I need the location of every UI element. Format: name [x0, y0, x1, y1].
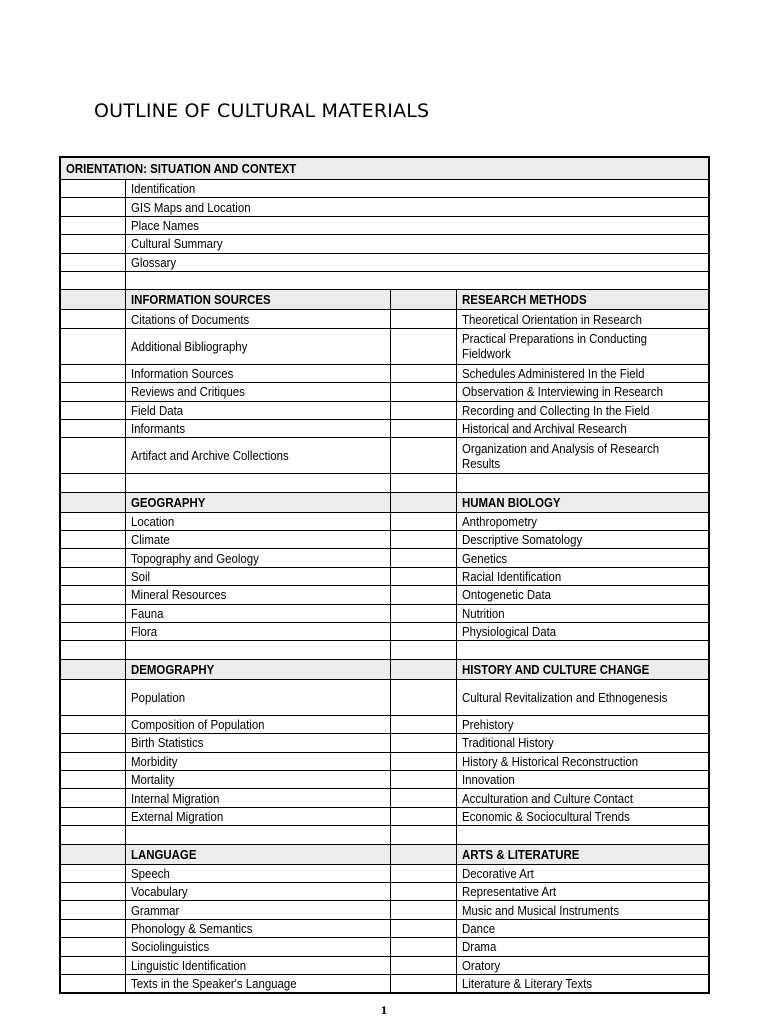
- blank-cell: [456, 826, 708, 843]
- left-item-text: Population: [131, 689, 186, 705]
- right-item-text: Schedules Administered In the Field: [462, 365, 645, 381]
- right-item-text: Ontogenetic Data: [462, 587, 552, 603]
- right-item: [456, 420, 708, 437]
- left-item: [125, 402, 390, 419]
- right-item-text: Dance: [462, 920, 496, 936]
- orientation-item: [125, 254, 708, 271]
- left-item-text: Field Data: [131, 402, 184, 418]
- indent-cell: [390, 975, 456, 992]
- left-item-text: Climate: [131, 532, 170, 548]
- indent-cell: [61, 716, 125, 733]
- right-item: [456, 716, 708, 733]
- section-left-heading: [125, 493, 390, 512]
- left-item-text: Grammar: [131, 902, 180, 918]
- left-item: [125, 753, 390, 770]
- indent-cell: [61, 235, 125, 252]
- right-item-text: Economic & Sociocultural Trends: [462, 808, 630, 824]
- page-title: OUTLINE OF CULTURAL MATERIALS: [94, 100, 430, 122]
- indent-cell: [390, 808, 456, 825]
- blank-cell: [125, 272, 708, 289]
- right-item-text: Observation & Interviewing in Research: [462, 384, 663, 400]
- left-item-text: Sociolinguistics: [131, 939, 210, 955]
- section-right-heading: [456, 660, 708, 679]
- table-row: [61, 733, 708, 751]
- indent-cell: [390, 957, 456, 974]
- right-item: [456, 734, 708, 751]
- indent-cell: [61, 474, 125, 491]
- left-item: [125, 975, 390, 992]
- right-item: [456, 383, 708, 400]
- left-item-text: External Migration: [131, 808, 224, 824]
- left-item-text: Artifact and Archive Collections: [131, 448, 289, 464]
- table-row: [61, 234, 708, 252]
- table-row: [61, 919, 708, 937]
- blank-cell: [125, 641, 390, 658]
- table-row: [61, 752, 708, 770]
- right-item-text: Decorative Art: [462, 865, 534, 881]
- indent-cell: [61, 568, 125, 585]
- left-item-text: Mortality: [131, 772, 175, 788]
- orientation-heading-text: ORIENTATION: SITUATION AND CONTEXT: [66, 161, 297, 176]
- table-row: [61, 974, 708, 992]
- left-item-text: Additional Bibliography: [131, 338, 248, 354]
- indent-cell: [61, 789, 125, 806]
- left-item: [125, 329, 390, 364]
- right-item: [456, 568, 708, 585]
- right-item-text: Historical and Archival Research: [462, 421, 627, 437]
- indent-cell: [390, 493, 456, 512]
- table-row: [61, 382, 708, 400]
- table-row: [61, 882, 708, 900]
- indent-cell: [390, 660, 456, 679]
- section-left-heading-text: LANGUAGE: [131, 846, 197, 862]
- right-item-text: Anthropometry: [462, 513, 538, 529]
- right-item-text: Representative Art: [462, 884, 557, 900]
- indent-cell: [61, 513, 125, 530]
- table-row: [61, 548, 708, 566]
- right-item-text: Recording and Collecting In the Field: [462, 402, 650, 418]
- table-row: [61, 289, 708, 309]
- left-item-text: Composition of Population: [131, 717, 265, 732]
- left-item-text: Information Sources: [131, 365, 234, 381]
- table-row: [61, 253, 708, 271]
- orientation-item-text: Glossary: [131, 254, 177, 270]
- indent-cell: [390, 826, 456, 843]
- section-right-heading-text: ARTS & LITERATURE: [462, 846, 580, 862]
- indent-cell: [390, 901, 456, 918]
- right-item: [456, 920, 708, 937]
- table-row: [61, 585, 708, 603]
- right-item: [456, 680, 708, 715]
- indent-cell: [390, 420, 456, 437]
- left-item: [125, 438, 390, 473]
- indent-cell: [61, 641, 125, 658]
- table-row: [61, 900, 708, 918]
- indent-cell: [61, 549, 125, 566]
- blank-cell: [125, 826, 390, 843]
- right-item-text: Practical Preparations in Conducting Fieldwork: [462, 331, 648, 362]
- indent-cell: [61, 310, 125, 327]
- indent-cell: [390, 753, 456, 770]
- right-item: [456, 883, 708, 900]
- section-left-heading: [125, 290, 390, 309]
- indent-cell: [390, 680, 456, 715]
- left-item: [125, 808, 390, 825]
- section-left-heading-text: GEOGRAPHY: [131, 494, 206, 510]
- right-item-text: Innovation: [462, 772, 515, 788]
- right-item-text: Prehistory: [462, 717, 514, 732]
- indent-cell: [390, 531, 456, 548]
- left-item: [125, 680, 390, 715]
- orientation-item-text: Identification: [131, 181, 196, 197]
- right-item-text: Literature & Literary Texts: [462, 976, 593, 992]
- indent-cell: [61, 420, 125, 437]
- indent-cell: [61, 365, 125, 382]
- table-row: [61, 179, 708, 197]
- table-row: [61, 473, 708, 491]
- orientation-item: [125, 217, 708, 234]
- indent-cell: [390, 641, 456, 658]
- right-item: [456, 808, 708, 825]
- indent-cell: [390, 365, 456, 382]
- indent-cell: [61, 531, 125, 548]
- table-row: [61, 216, 708, 234]
- indent-cell: [390, 290, 456, 309]
- left-item-text: Flora: [131, 624, 158, 640]
- right-item: [456, 513, 708, 530]
- right-item: [456, 623, 708, 640]
- right-item-text: Genetics: [462, 550, 508, 566]
- section-right-heading: [456, 290, 708, 309]
- indent-cell: [61, 865, 125, 882]
- left-item: [125, 531, 390, 548]
- right-item: [456, 310, 708, 327]
- table-row: [61, 937, 708, 955]
- indent-cell: [61, 975, 125, 992]
- table-row: [61, 530, 708, 548]
- left-item-text: Speech: [131, 865, 170, 881]
- indent-cell: [61, 826, 125, 843]
- indent-cell: [390, 920, 456, 937]
- indent-cell: [61, 217, 125, 234]
- orientation-item-text: Place Names: [131, 217, 200, 233]
- indent-cell: [390, 402, 456, 419]
- left-item-text: Fauna: [131, 605, 164, 621]
- right-item: [456, 901, 708, 918]
- right-item: [456, 957, 708, 974]
- table-row: [61, 659, 708, 679]
- right-item-text: Descriptive Somatology: [462, 532, 583, 548]
- right-item: [456, 789, 708, 806]
- indent-cell: [61, 180, 125, 197]
- left-item: [125, 771, 390, 788]
- section-right-heading: [456, 845, 708, 864]
- blank-cell: [456, 474, 708, 491]
- orientation-item: [125, 198, 708, 215]
- indent-cell: [390, 549, 456, 566]
- table-row: [61, 401, 708, 419]
- left-item: [125, 586, 390, 603]
- section-right-heading-text: HUMAN BIOLOGY: [462, 494, 561, 510]
- indent-cell: [61, 605, 125, 622]
- indent-cell: [390, 771, 456, 788]
- blank-cell: [125, 474, 390, 491]
- indent-cell: [61, 938, 125, 955]
- orientation-item-text: GIS Maps and Location: [131, 199, 251, 215]
- indent-cell: [61, 198, 125, 215]
- table-row: [61, 512, 708, 530]
- right-item: [456, 865, 708, 882]
- section-left-heading: [125, 845, 390, 864]
- indent-cell: [61, 753, 125, 770]
- left-item: [125, 865, 390, 882]
- right-item-text: Drama: [462, 939, 497, 955]
- table-row: [61, 622, 708, 640]
- indent-cell: [61, 734, 125, 751]
- page-number: 1: [380, 1006, 388, 1017]
- left-item: [125, 901, 390, 918]
- left-item: [125, 716, 390, 733]
- left-item-text: Linguistic Identification: [131, 957, 247, 973]
- table-row: [61, 825, 708, 843]
- indent-cell: [390, 789, 456, 806]
- orientation-item-text: Cultural Summary: [131, 236, 223, 252]
- indent-cell: [61, 586, 125, 603]
- left-item: [125, 383, 390, 400]
- left-item-text: Texts in the Speaker's Language: [131, 976, 297, 992]
- indent-cell: [390, 734, 456, 751]
- left-item-text: Birth Statistics: [131, 735, 204, 751]
- right-item: [456, 975, 708, 992]
- right-item: [456, 586, 708, 603]
- table-row: [61, 844, 708, 864]
- left-item-text: Reviews and Critiques: [131, 384, 245, 400]
- right-item-text: Racial Identification: [462, 569, 562, 585]
- indent-cell: [390, 716, 456, 733]
- section-right-heading-text: RESEARCH METHODS: [462, 292, 587, 308]
- indent-cell: [61, 623, 125, 640]
- blank-cell: [456, 641, 708, 658]
- indent-cell: [61, 329, 125, 364]
- left-item: [125, 789, 390, 806]
- orientation-heading: [61, 158, 708, 179]
- indent-cell: [390, 865, 456, 882]
- table-row: [61, 271, 708, 289]
- outline-table: [59, 156, 710, 994]
- indent-cell: [390, 845, 456, 864]
- left-item: [125, 957, 390, 974]
- indent-cell: [61, 883, 125, 900]
- table-row: [61, 437, 708, 473]
- table-row: [61, 492, 708, 512]
- table-row: [61, 679, 708, 715]
- right-item: [456, 771, 708, 788]
- indent-cell: [390, 438, 456, 473]
- right-item-text: Traditional History: [462, 735, 554, 751]
- table-row: [61, 197, 708, 215]
- right-item-text: History & Historical Reconstruction: [462, 753, 639, 769]
- table-row: [61, 807, 708, 825]
- indent-cell: [61, 493, 125, 512]
- orientation-item: [125, 235, 708, 252]
- left-item-text: Phonology & Semantics: [131, 920, 253, 936]
- orientation-item: [125, 180, 708, 197]
- left-item: [125, 605, 390, 622]
- indent-cell: [61, 438, 125, 473]
- right-item: [456, 938, 708, 955]
- left-item-text: Location: [131, 513, 175, 529]
- table-row: [61, 364, 708, 382]
- left-item: [125, 623, 390, 640]
- table-row: [61, 640, 708, 658]
- right-item: [456, 531, 708, 548]
- indent-cell: [390, 513, 456, 530]
- indent-cell: [390, 605, 456, 622]
- indent-cell: [61, 771, 125, 788]
- table-row: [61, 328, 708, 364]
- indent-cell: [61, 680, 125, 715]
- indent-cell: [61, 845, 125, 864]
- right-item-text: Acculturation and Culture Contact: [462, 790, 634, 806]
- right-item: [456, 605, 708, 622]
- indent-cell: [61, 383, 125, 400]
- right-item: [456, 329, 708, 364]
- left-item-text: Topography and Geology: [131, 550, 259, 566]
- right-item-text: Oratory: [462, 957, 501, 973]
- left-item-text: Vocabulary: [131, 884, 188, 900]
- right-item-text: Theoretical Orientation in Research: [462, 311, 642, 327]
- left-item: [125, 365, 390, 382]
- indent-cell: [61, 272, 125, 289]
- table-row: [61, 864, 708, 882]
- section-left-heading: [125, 660, 390, 679]
- indent-cell: [390, 568, 456, 585]
- indent-cell: [390, 383, 456, 400]
- table-row: [61, 309, 708, 327]
- table-row: [61, 770, 708, 788]
- indent-cell: [390, 586, 456, 603]
- left-item-text: Mineral Resources: [131, 587, 227, 603]
- indent-cell: [61, 920, 125, 937]
- left-item: [125, 420, 390, 437]
- indent-cell: [61, 660, 125, 679]
- left-item-text: Morbidity: [131, 753, 178, 769]
- left-item: [125, 734, 390, 751]
- left-item: [125, 920, 390, 937]
- table-row: [61, 567, 708, 585]
- table-row: [61, 956, 708, 974]
- right-item: [456, 438, 708, 473]
- indent-cell: [390, 474, 456, 491]
- right-item-text: Organization and Analysis of Research Results: [462, 440, 660, 471]
- left-item: [125, 938, 390, 955]
- left-item-text: Soil: [131, 569, 151, 585]
- right-item-text: Physiological Data: [462, 624, 557, 640]
- section-left-heading-text: INFORMATION SOURCES: [131, 292, 271, 308]
- left-item: [125, 310, 390, 327]
- indent-cell: [390, 938, 456, 955]
- right-item-text: Music and Musical Instruments: [462, 902, 620, 918]
- table-row: [61, 715, 708, 733]
- right-item: [456, 402, 708, 419]
- table-row: [61, 604, 708, 622]
- indent-cell: [61, 402, 125, 419]
- table-row: [61, 158, 708, 179]
- indent-cell: [61, 901, 125, 918]
- section-right-heading: [456, 493, 708, 512]
- right-item-text: Cultural Revitalization and Ethnogenesis: [462, 689, 668, 705]
- table-row: [61, 419, 708, 437]
- left-item-text: Informants: [131, 421, 186, 437]
- left-item-text: Citations of Documents: [131, 311, 250, 327]
- left-item: [125, 513, 390, 530]
- indent-cell: [390, 883, 456, 900]
- section-right-heading-text: HISTORY AND CULTURE CHANGE: [462, 661, 650, 677]
- indent-cell: [61, 290, 125, 309]
- right-item: [456, 549, 708, 566]
- left-item: [125, 568, 390, 585]
- right-item: [456, 753, 708, 770]
- indent-cell: [390, 623, 456, 640]
- left-item: [125, 549, 390, 566]
- table-row: [61, 788, 708, 806]
- left-item-text: Internal Migration: [131, 790, 220, 806]
- left-item: [125, 883, 390, 900]
- right-item-text: Nutrition: [462, 605, 505, 621]
- indent-cell: [61, 957, 125, 974]
- indent-cell: [61, 808, 125, 825]
- section-left-heading-text: DEMOGRAPHY: [131, 661, 215, 677]
- indent-cell: [61, 254, 125, 271]
- indent-cell: [390, 310, 456, 327]
- indent-cell: [390, 329, 456, 364]
- right-item: [456, 365, 708, 382]
